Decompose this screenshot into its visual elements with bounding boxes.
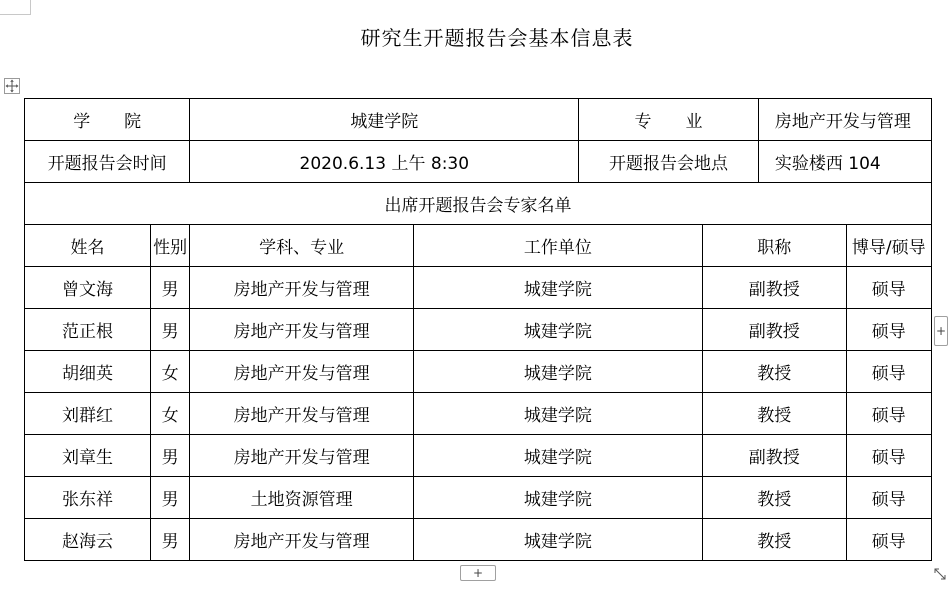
expert-name[interactable]: 刘章生 [25, 435, 151, 477]
expert-unit[interactable]: 城建学院 [413, 267, 702, 309]
add-row-button[interactable]: + [460, 565, 496, 581]
expert-name[interactable]: 曾文海 [25, 267, 151, 309]
expert-major[interactable]: 房地产开发与管理 [190, 309, 413, 351]
table-row [25, 351, 932, 393]
table-row [25, 267, 932, 309]
add-column-button[interactable]: + [934, 316, 948, 346]
header-title: 职称 [703, 225, 846, 267]
table-row [25, 519, 932, 561]
header-major: 学科、专业 [190, 225, 413, 267]
expert-supervisor[interactable]: 硕导 [846, 519, 932, 561]
expert-unit[interactable]: 城建学院 [413, 351, 702, 393]
expert-unit[interactable]: 城建学院 [413, 309, 702, 351]
expert-title[interactable]: 教授 [703, 393, 846, 435]
expert-gender[interactable]: 女 [150, 351, 189, 393]
major-label: 专 业 [579, 99, 759, 141]
expert-section-row [25, 183, 932, 225]
move-arrows-icon[interactable] [4, 78, 20, 94]
resize-diagonal-icon[interactable] [932, 566, 948, 582]
place-label: 开题报告会地点 [579, 141, 759, 183]
time-value[interactable]: 2020.6.13 上午 8:30 [190, 141, 579, 183]
header-supervisor: 博导/硕导 [846, 225, 932, 267]
expert-unit[interactable]: 城建学院 [413, 393, 702, 435]
expert-gender[interactable]: 男 [150, 519, 189, 561]
expert-gender[interactable]: 男 [150, 435, 189, 477]
expert-unit[interactable]: 城建学院 [413, 477, 702, 519]
expert-major[interactable]: 房地产开发与管理 [190, 267, 413, 309]
expert-name[interactable]: 赵海云 [25, 519, 151, 561]
page-corner-mark [0, 0, 31, 15]
expert-unit[interactable]: 城建学院 [413, 519, 702, 561]
expert-major[interactable]: 房地产开发与管理 [190, 435, 413, 477]
info-row-college [25, 99, 932, 141]
table-row [25, 435, 932, 477]
expert-major[interactable]: 房地产开发与管理 [190, 519, 413, 561]
expert-title[interactable]: 教授 [703, 351, 846, 393]
expert-name[interactable]: 胡细英 [25, 351, 151, 393]
expert-title[interactable]: 副教授 [703, 267, 846, 309]
expert-name[interactable]: 范正根 [25, 309, 151, 351]
college-value[interactable]: 城建学院 [190, 99, 579, 141]
expert-gender[interactable]: 男 [150, 267, 189, 309]
expert-title[interactable]: 副教授 [703, 309, 846, 351]
place-value[interactable]: 实验楼西 104 [758, 141, 931, 183]
expert-supervisor[interactable]: 硕导 [846, 477, 932, 519]
expert-section-title: 出席开题报告会专家名单 [25, 183, 932, 225]
time-label: 开题报告会时间 [25, 141, 190, 183]
info-row-time [25, 141, 932, 183]
expert-name[interactable]: 刘群红 [25, 393, 151, 435]
expert-title[interactable]: 教授 [703, 477, 846, 519]
expert-title[interactable]: 教授 [703, 519, 846, 561]
expert-gender[interactable]: 男 [150, 477, 189, 519]
college-label: 学 院 [25, 99, 190, 141]
expert-gender[interactable]: 男 [150, 309, 189, 351]
expert-unit[interactable]: 城建学院 [413, 435, 702, 477]
header-gender: 性别 [150, 225, 189, 267]
expert-gender[interactable]: 女 [150, 393, 189, 435]
header-unit: 工作单位 [413, 225, 702, 267]
info-table [24, 98, 932, 561]
major-value[interactable]: 房地产开发与管理 [758, 99, 931, 141]
expert-major[interactable]: 土地资源管理 [190, 477, 413, 519]
page-title: 研究生开题报告会基本信息表 [360, 26, 634, 50]
table-row [25, 309, 932, 351]
expert-supervisor[interactable]: 硕导 [846, 435, 932, 477]
expert-rows [25, 267, 932, 561]
expert-name[interactable]: 张东祥 [25, 477, 151, 519]
expert-major[interactable]: 房地产开发与管理 [190, 393, 413, 435]
expert-major[interactable]: 房地产开发与管理 [190, 351, 413, 393]
header-name: 姓名 [25, 225, 151, 267]
expert-header-row [25, 225, 932, 267]
expert-supervisor[interactable]: 硕导 [846, 267, 932, 309]
table-row [25, 477, 932, 519]
expert-supervisor[interactable]: 硕导 [846, 309, 932, 351]
expert-supervisor[interactable]: 硕导 [846, 393, 932, 435]
table-row [25, 393, 932, 435]
expert-title[interactable]: 副教授 [703, 435, 846, 477]
expert-supervisor[interactable]: 硕导 [846, 351, 932, 393]
